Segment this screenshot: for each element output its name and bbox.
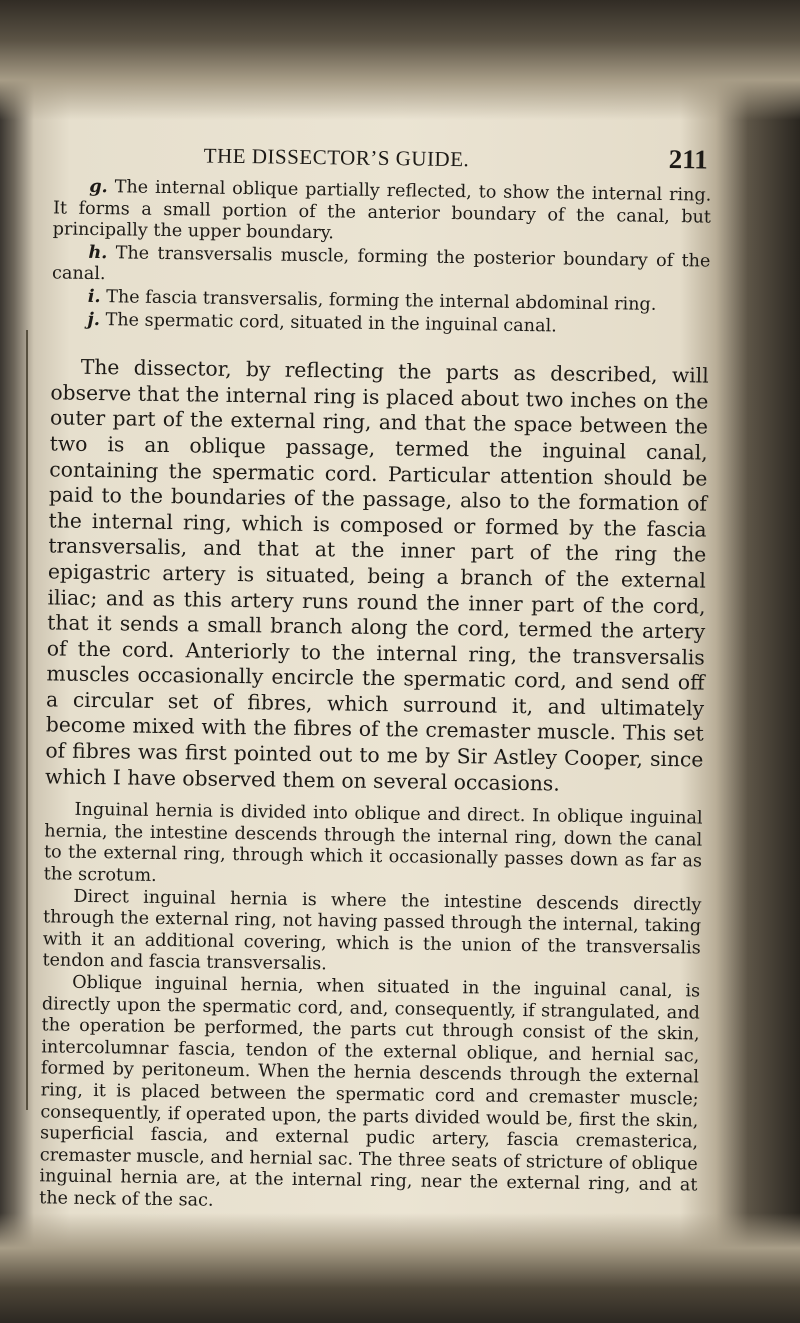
page-number: 211 xyxy=(668,143,708,175)
main-paragraph: The dissector, by reflecting the parts as described, will observe that the internal ring is placed about two inches on the outer part of the external ring, and that the space between the two is an oblique passage, termed the inguinal canal, containing the spermatic cord. Particular attention should be paid to the boundaries of the passage, also to the formation of the internal ring, which is composed or formed by the fascia transversalis, and that at the inner part of the ring the epigastric artery is situated, being a branch of the external iliac; and as this artery runs round the inner part of the cord, that it sends a small branch along the cord, termed the artery of the cord. Anteriorly to the internal ring, the transversalis muscles occasionally encircle the spermatic cord, and send off a circular set of fibres, which surround it, and ultimately become mixed with the fibres of the cremaster muscle. This set of fibres was first pointed out to me by Sir Astley Cooper, since which I have observed them on several occasions. xyxy=(44,354,709,796)
running-head: THE DISSECTOR’S GUIDE. xyxy=(203,143,470,172)
book-page xyxy=(39,135,712,1219)
hernia-paragraph-direct: Direct inguinal hernia is where the intestine descends directly through the external ring, not having passed through the internal, taking with it an additional covering, which is the union of the transversalis tendon and fascia transversalis. xyxy=(42,886,702,975)
binding-edge xyxy=(26,330,28,1110)
hernia-paragraph-strangulated: Oblique inguinal hernia, when situated in the inguinal canal, is directly upon the spermatic cord, and, consequently, if strangulated, and the operation be performed, the parts cut through consist of the skin, intercolumnar fascia, tendon of the external oblique, and hernial sac, formed by peritoneum. When the hernia descends through the external ring, it is placed between the spermatic cord and cremaster muscle; consequently, if operated upon, the parts divided would be, first the skin, superficial fascia, and external pudic artery, fascia cremasterica, cremaster muscle, and hernial sac. The three seats of stricture of oblique inguinal hernia are, at the internal ring, near the external ring, and at the neck of the sac. xyxy=(39,972,701,1211)
list-letter: j. xyxy=(87,308,101,330)
scan-bottom-shadow xyxy=(0,1213,800,1323)
list-letter: i. xyxy=(87,285,101,308)
hernia-paragraph-oblique: Inguinal hernia is divided into oblique and direct. In oblique inguinal hernia, the intestine descends through the internal ring, down the canal to the external ring, through which it occasionally passes down as far as the scrotum. xyxy=(43,800,703,886)
list-text: The fascia transversalis, forming the internal abdominal ring. xyxy=(106,287,657,315)
scan-top-shadow xyxy=(0,0,800,120)
list-letter: h. xyxy=(88,241,108,263)
list-item-g xyxy=(53,175,712,250)
list-text: The transversalis muscle, forming the posterior boundary of the canal. xyxy=(51,243,711,285)
list-text: The internal oblique partially reflected, to show the internal ring. It forms a small portion of the anterior boundary of the canal, but principally the upper boundary. xyxy=(52,177,712,244)
list-text: The spermatic cord, situated in the inguinal canal. xyxy=(105,309,557,337)
list-letter: g. xyxy=(89,175,108,198)
